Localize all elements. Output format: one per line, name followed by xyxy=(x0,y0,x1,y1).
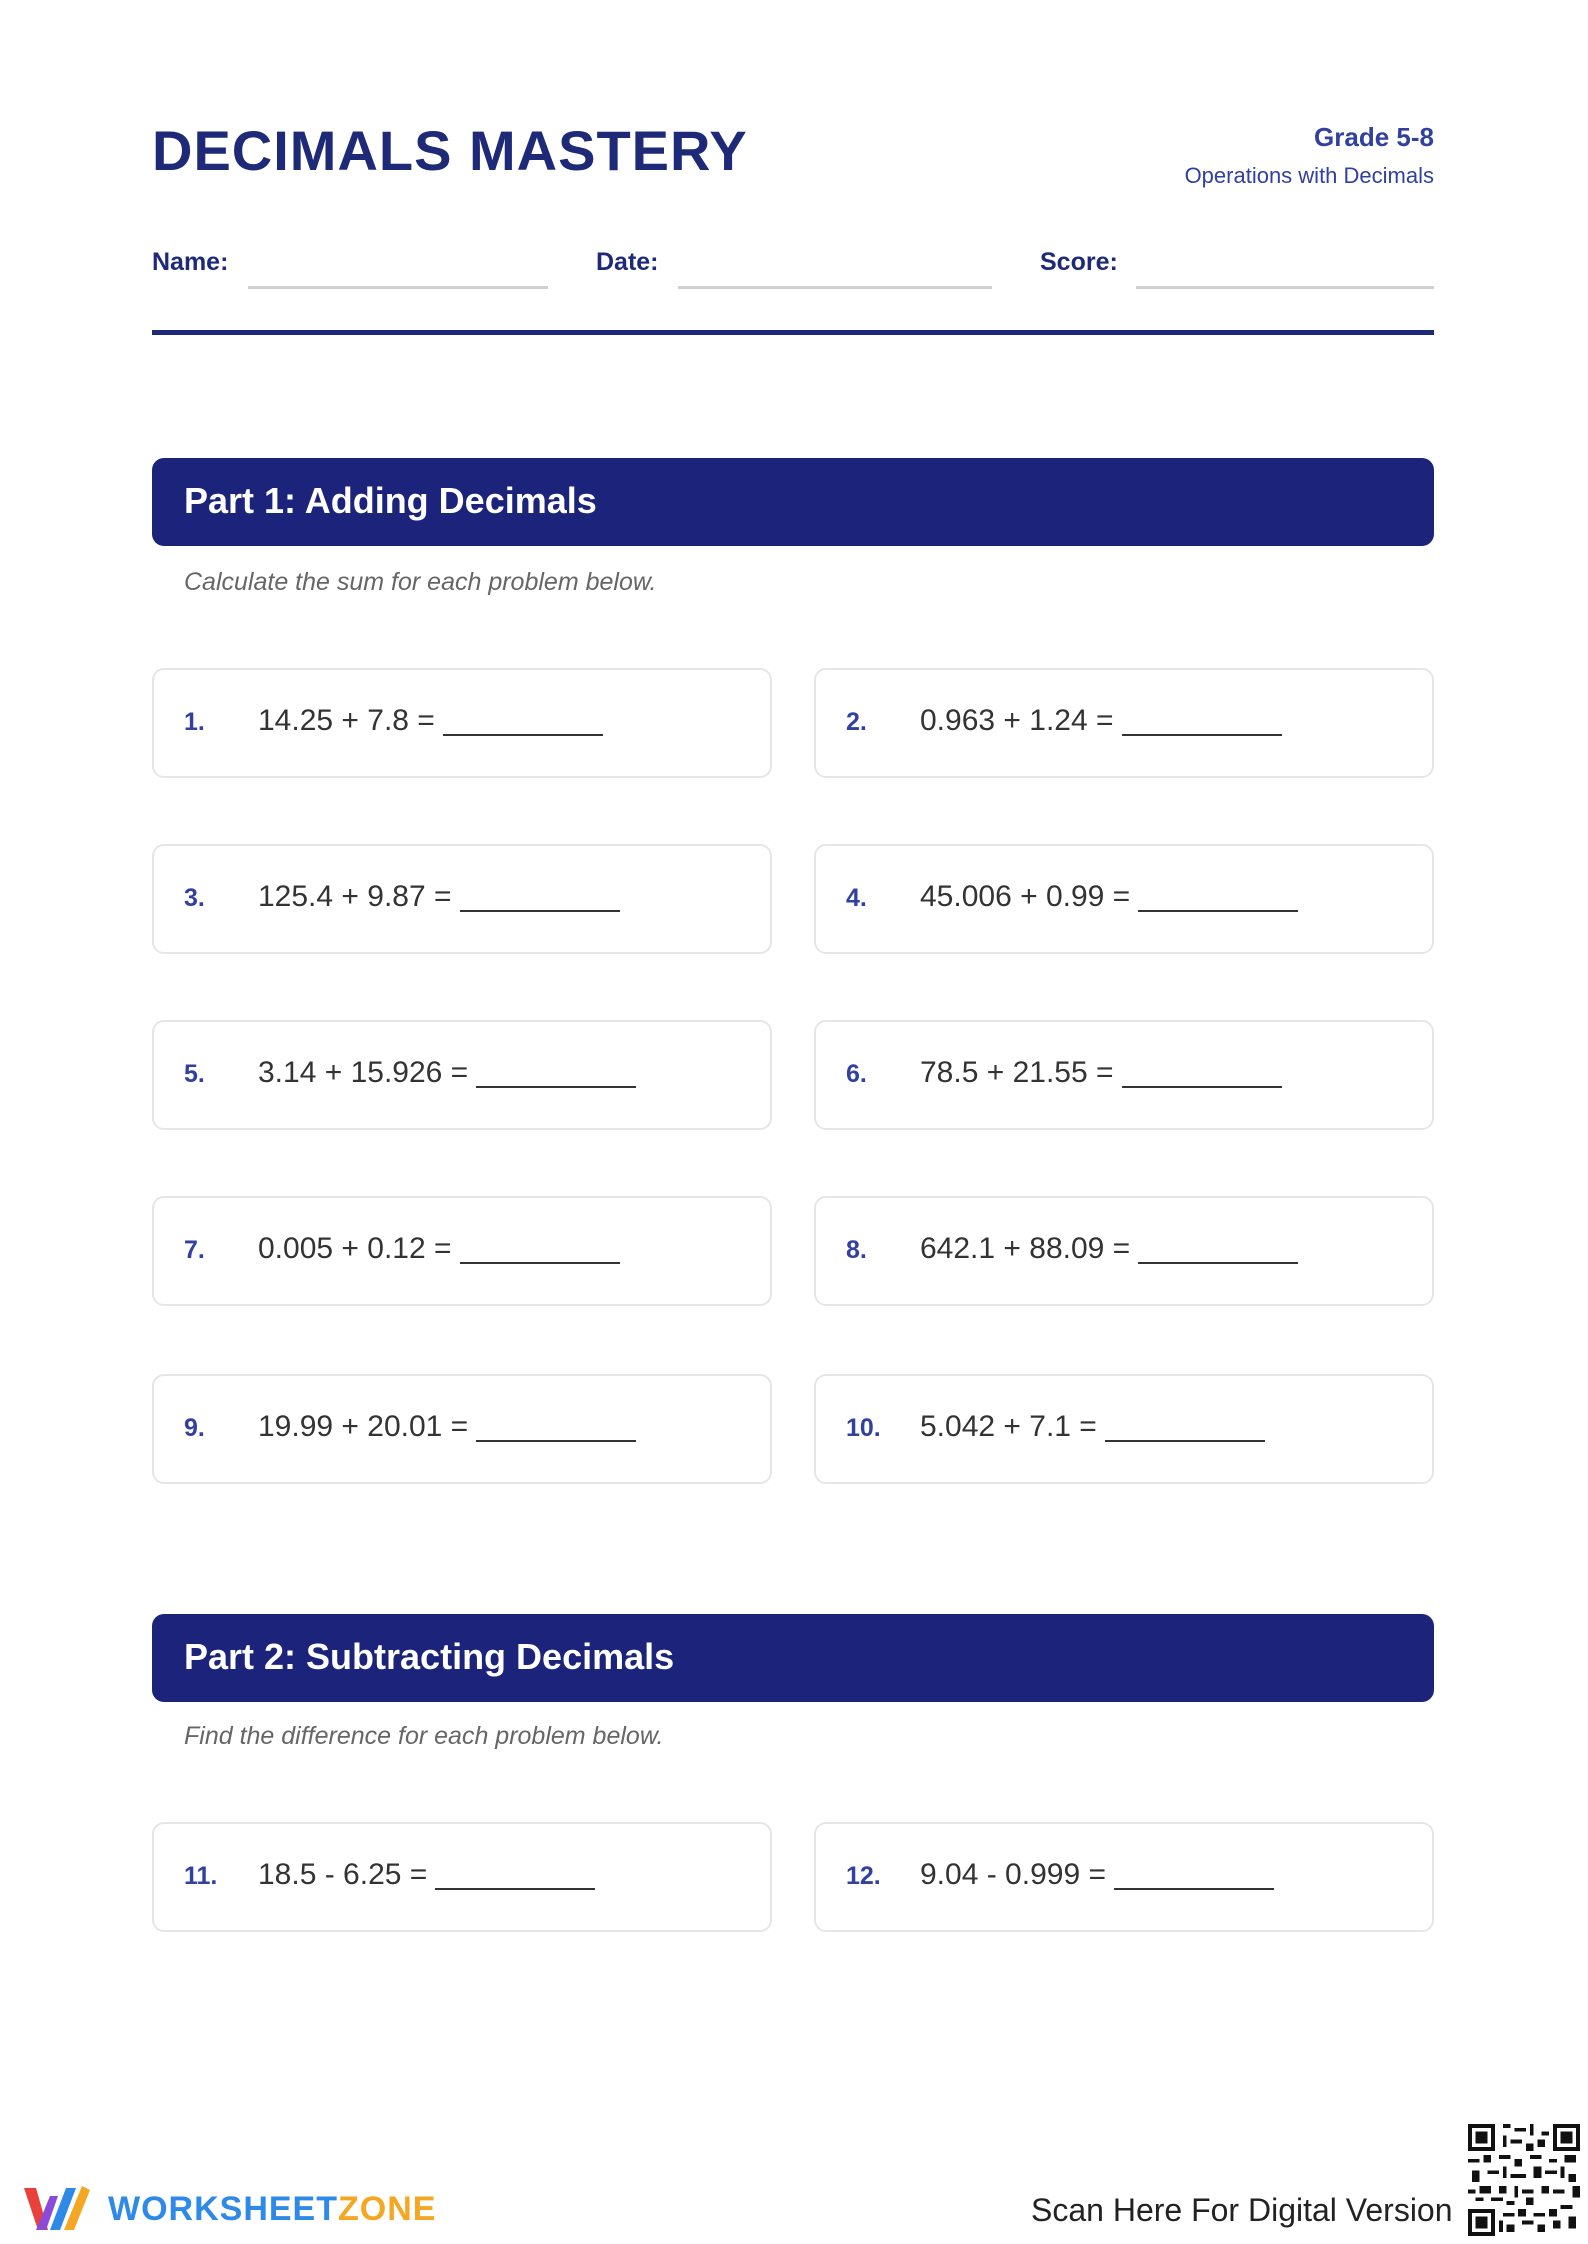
score-input-line[interactable] xyxy=(1136,286,1434,289)
problem-expression: 0.005 + 0.12 = xyxy=(258,1232,452,1265)
header xyxy=(152,118,1434,198)
problem-number: 5. xyxy=(184,1060,205,1088)
date-label: Date: xyxy=(596,248,659,276)
header-divider xyxy=(152,330,1434,335)
answer-blank[interactable] xyxy=(1114,1888,1274,1890)
problem-expression: 19.99 + 20.01 = xyxy=(258,1410,469,1443)
problem-expression: 3.14 + 15.926 = xyxy=(258,1056,469,1089)
problem-expression: 78.5 + 21.55 = xyxy=(920,1056,1114,1089)
problem-number: 12. xyxy=(846,1862,881,1890)
part1-instruction: Calculate the sum for each problem below. xyxy=(184,568,657,596)
problem-card xyxy=(152,844,772,954)
answer-blank[interactable] xyxy=(1138,910,1298,912)
problem-number: 6. xyxy=(846,1060,867,1088)
part1-title: Part 1: Adding Decimals xyxy=(184,480,597,521)
problem-card xyxy=(152,1822,772,1932)
qr-code-icon[interactable] xyxy=(1468,2124,1580,2236)
problem-card xyxy=(814,1822,1434,1932)
page-title: DECIMALS MASTERY xyxy=(152,119,748,182)
student-fields xyxy=(152,248,1434,292)
problem-card xyxy=(152,1020,772,1130)
problem-number: 7. xyxy=(184,1236,205,1264)
name-label: Name: xyxy=(152,248,229,276)
answer-blank[interactable] xyxy=(476,1086,636,1088)
problem-card xyxy=(814,1374,1434,1484)
problem-number: 8. xyxy=(846,1236,867,1264)
score-field xyxy=(1040,248,1434,292)
problem-card xyxy=(152,1196,772,1306)
answer-blank[interactable] xyxy=(460,1262,620,1264)
problem-expression: 5.042 + 7.1 = xyxy=(920,1410,1097,1443)
problem-card xyxy=(814,1196,1434,1306)
name-field xyxy=(152,248,546,292)
problem-number: 2. xyxy=(846,708,867,736)
problem-expression: 14.25 + 7.8 = xyxy=(258,704,435,737)
answer-blank[interactable] xyxy=(1138,1262,1298,1264)
answer-blank[interactable] xyxy=(476,1440,636,1442)
answer-blank[interactable] xyxy=(443,734,603,736)
grade-info xyxy=(1185,122,1434,189)
problem-number: 10. xyxy=(846,1414,881,1442)
problem-card xyxy=(152,668,772,778)
problem-card xyxy=(814,668,1434,778)
part1-header xyxy=(152,458,1434,546)
part2-title: Part 2: Subtracting Decimals xyxy=(184,1636,675,1677)
worksheetzone-logo-icon xyxy=(20,2182,92,2236)
problem-expression: 9.04 - 0.999 = xyxy=(920,1858,1106,1891)
answer-blank[interactable] xyxy=(1105,1440,1265,1442)
brand-name xyxy=(108,2190,436,2229)
scan-text: Scan Here For Digital Version xyxy=(1031,2192,1453,2228)
part2-header xyxy=(152,1614,1434,1702)
part2-instruction: Find the difference for each problem below. xyxy=(184,1722,664,1750)
problem-expression: 18.5 - 6.25 = xyxy=(258,1858,428,1891)
score-label: Score: xyxy=(1040,248,1118,276)
problem-expression: 45.006 + 0.99 = xyxy=(920,880,1131,913)
answer-blank[interactable] xyxy=(1122,734,1282,736)
problem-number: 11. xyxy=(184,1862,218,1890)
answer-blank[interactable] xyxy=(1122,1086,1282,1088)
problem-number: 1. xyxy=(184,708,205,736)
answer-blank[interactable] xyxy=(435,1888,595,1890)
date-input-line[interactable] xyxy=(678,286,992,289)
name-input-line[interactable] xyxy=(248,286,548,289)
problem-expression: 125.4 + 9.87 = xyxy=(258,880,452,913)
problem-number: 3. xyxy=(184,884,205,912)
problem-card xyxy=(814,844,1434,954)
problem-number: 9. xyxy=(184,1414,205,1442)
brand-name-part1: WORKSHEET xyxy=(108,2190,338,2228)
problem-card xyxy=(152,1374,772,1484)
subject-label: Operations with Decimals xyxy=(1184,163,1434,188)
problem-card xyxy=(814,1020,1434,1130)
answer-blank[interactable] xyxy=(460,910,620,912)
date-field xyxy=(596,248,990,292)
grade-label: Grade 5-8 xyxy=(1314,122,1434,152)
brand-name-part2: ZONE xyxy=(338,2190,437,2228)
problem-number: 4. xyxy=(846,884,867,912)
problem-expression: 642.1 + 88.09 = xyxy=(920,1232,1131,1265)
problem-expression: 0.963 + 1.24 = xyxy=(920,704,1114,737)
brand-logo[interactable] xyxy=(20,2178,437,2238)
